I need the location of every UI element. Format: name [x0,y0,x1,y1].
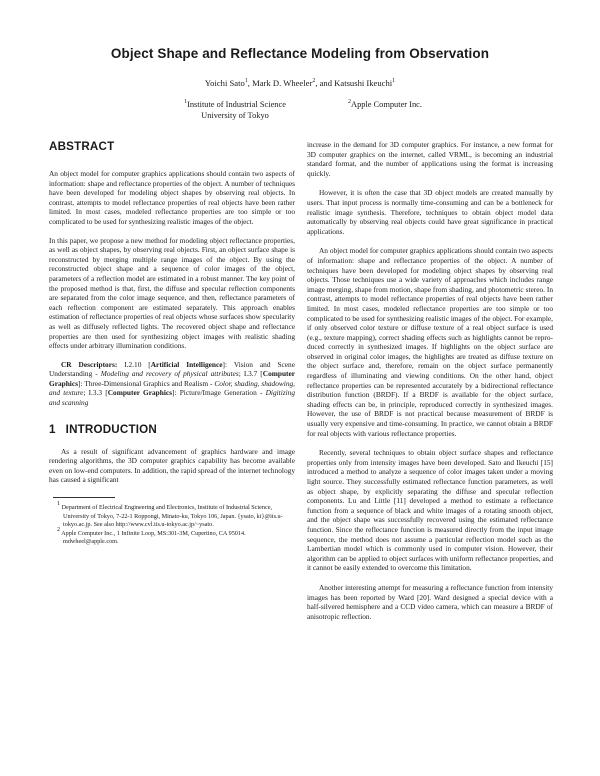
footnote [49,501,295,530]
intro-heading [49,423,295,436]
author-name: Yoichi Sato [204,78,245,88]
author-line [0,78,600,88]
affiliation-1 [140,99,330,121]
author-separator: , and [315,78,335,88]
section-number: 1 [49,422,56,436]
affiliation-2 [320,99,450,110]
affiliation-mark: 2 [348,99,352,105]
affiliation-line: University of Tokyo [201,111,269,120]
footnote-mark: 2 [57,526,60,533]
right-column [307,140,553,621]
author-separator: , [247,78,253,88]
author-mark: 1 [392,78,396,84]
cr-descriptors: CR Descriptors: I.2.10 [Artificial Intelligence]: Vision and Scene Understanding - Modeling and recovery of physical attributes; I.3.7 [Computer Graphics]: Three-Dimensional Graphics and Realism - Color, shading, shadowing, and texture; I.3.3 [Computer Graphics]: Picture/Image Generation - Digitizing and scanning [49,359,296,408]
affiliation-mark: 1 [184,99,188,105]
section-title: INTRODUCTION [65,422,157,436]
paper-title: Object Shape and Reflectance Modeling from Observation [110,46,490,61]
intro-paragraph: As a result of significant advancement of graphics hardware and image rendering algorithms, the 3D computer graphics capability has become available even on low-end computers. In addition, the rapid spread of the internet technology has caused a significant [49,446,295,485]
affiliation-line: Institute of Industrial Science [187,100,286,109]
cr-label: CR Descriptors: [61,359,118,369]
body-paragraph: An object model for computer graphics applications should contain two aspects of information: shape and reflectance properties of the object. A number of techniques have been developed for modeling object shapes by observing real objects. Those techniques use a wide variety of approaches which includes range image merging, shape from motion, shape from shading, and photometric stereo. In contrast, attempts to model reflectance properties of real objects have been rather limited. In most cases, modeled reflectance properties are too simple or too complicated to be used for synthesizing realistic images of the object. For example, if only observed color texture or diffuse texture of a real object surface is used (e.g., texture mapping), correct shading effects such as highlights cannot be reproduced correctly in synthesized images. If highlights on the object surface are observed in original color images, the highlights are treated as diffuse texture on the object surface and, therefore, remain on the object surface permanently regardless of illuminating and viewing conditions. On the other hand, object reflectance properties can be represented accurately by a bidirectional reflectance distribution function (BRDF). If a BRDF is available for the object surface, shading effects can be, in principle, reproduced correctly in synthesized images. However, the use of BRDF is not practical because measurement of BRDF is usually very expensive and time-consuming. In practice, we cannot obtain a BRDF for real objects with various reflectance properties. [307,246,553,438]
footnote-text: Department of Electrical Engineering and Electronics, Institute of Industrial Science, University of Tokyo, 7-22-1 Roppongi, Minato-ku, Tokyo 106, Japan. {ysato, ki}@iis.u-tokyo.ac.jp. See also http://www.cvl.iis.u-tokyo.ac.jp/~ysato. [61,504,283,529]
author-mark: 1 [244,78,248,84]
body-paragraph: increase in the demand for 3D computer graphics. For instance, a new format for 3D computer graphics on the internet, called VRML, is becoming an industrial standard format, and the number of applications using the format is increasing quickly. [307,140,553,178]
footnote-text: Apple Computer Inc., 1 Infinite Loop, MS:301-3M, Cupertino, CA 95014. mdwheel@apple.com. [61,529,246,546]
author-mark: 2 [312,78,316,84]
author-name: Mark D. Wheeler [252,78,313,88]
affiliation-line: Apple Computer Inc. [351,100,422,109]
body-paragraph: Recently, several techniques to obtain object surface shapes and reflectance properties only from intensity images have been developed. Sato and Ikeuchi [15] introduced a method to analyze a sequence of color images taken under a moving light source. They successfully estimated reflectance function parameters, as well as object shape, by explicitly separating the diffuse and specular reflection components. Lu and Little [11] developed a method to estimate a reflectance function from a sequence of black and white images of a rotating smooth object, and the object shape was successfully recovered using the estimated reflectance function. Since the reflectance function is measured directly from the input image sequence, the method does not assume a particular reflection model such as the Lambertian model which is commonly used in computer vision. However, their algorithm can be applied to object surfaces with uniform reflectance properties, and it cannot be easily extended to overcome this limitation. [307,448,553,573]
body-paragraph: However, it is often the case that 3D object models are created manually by users. That input process is normally time-consuming and can be a bottleneck for realistic image synthesis. Therefore, techniques to obtain object model data automatically by observing real objects could have great significance in practical applications. [307,188,553,236]
body-paragraph: Another interesting attempt for measuring a reflectance function from intensity images has been reported by Ward [20]. Ward designed a special device with a half-silvered hemisphere and a CCD video camera, which can measure a BRDF of anisotropic reflection. [307,582,553,621]
left-column [49,140,295,547]
author-name: Katsushi Ikeuchi [334,78,393,88]
abstract-paragraph: In this paper, we propose a new method for modeling object reflectance properties, as well as object shapes, by observing real objects. First, an object surface shape is reconstructed by merging multiple range images of the object. By using the reconstructed object shape and a sequence of color images of the object, parameters of a reflection model are estimated in a robust manner. The key point of the proposed method is that, first, the diffuse and specular reflection components are separated from the color image sequence, and then, reflectance parameters of each reflection component are estimated separately. This approach enables estimation of reflectance properties of real objects whose surfaces show specularity as well as diffusely reflected lights. The recovered object shape and reflectance properties are then used for synthesizing object images with realistic shading effects under arbitrary illumination conditions. [49,235,295,351]
abstract-heading: ABSTRACT [49,140,115,153]
footnote-mark: 1 [57,501,60,508]
footnote [49,526,295,547]
footnote-rule [53,497,115,498]
abstract-paragraph: An object model for computer graphics applications should contain two aspects of information: shape and reflectance properties of the object. A number of techniques have been developed for modeling object shapes by observing real objects. In contrast, attempts to model reflectance properties of real objects have been rather limited. In most cases, modeled reflectance properties are too simple or too complicated to be used for synthesizing realistic images of the object. [49,169,295,226]
